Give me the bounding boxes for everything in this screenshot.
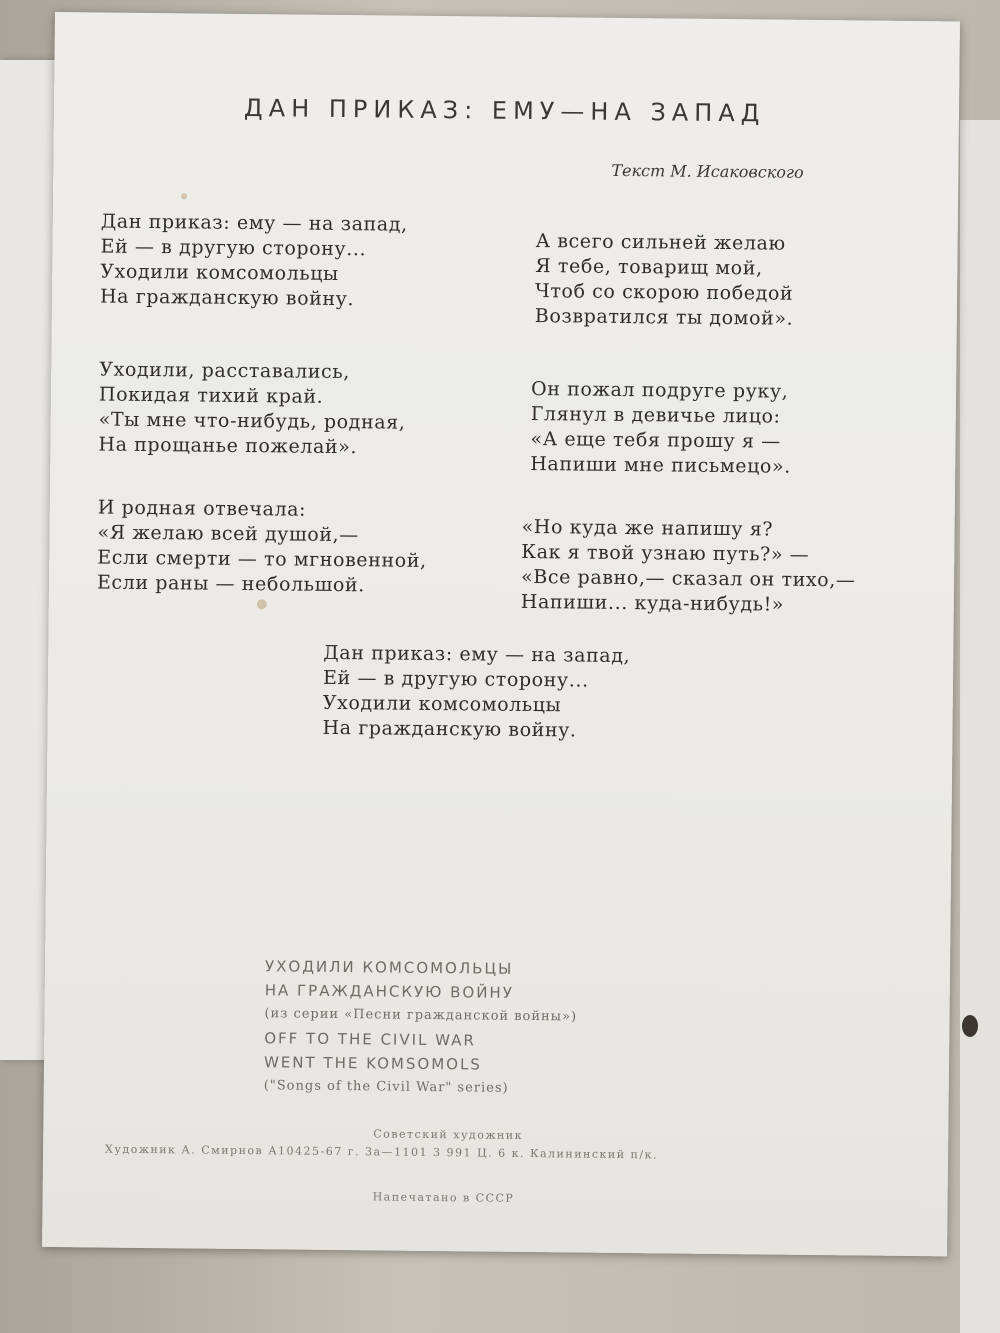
verse-line: Если раны — небольшой. (96, 571, 365, 597)
verse-line: Дан приказ: ему — на запад, (323, 641, 631, 668)
background-sheet (960, 120, 1000, 1333)
verse-line: «Все равно,— сказал он тихо,— (520, 565, 856, 592)
verse-line: Я тебе, товарищ мой, (535, 255, 763, 280)
paper-stain (181, 193, 187, 199)
caption-ru-title-2: НА ГРАЖДАНСКУЮ ВОЙНУ (264, 981, 515, 1002)
printed-in: Напечатано в СССР (372, 1190, 515, 1205)
song-title: ДАН ПРИКАЗ: ЕМУ—НА ЗАПАД (243, 93, 766, 128)
publisher-name: Советский художник (373, 1127, 524, 1142)
stanza-left-3 (97, 495, 427, 598)
verse-line: Уходили комсомольцы (322, 691, 562, 717)
verse-line: Напиши... куда-нибудь!» (520, 590, 785, 616)
refrain-stanza (322, 641, 630, 744)
verse-line: На прощанье пожелай». (98, 433, 358, 459)
verse-line: Покидая тихий край. (98, 383, 324, 408)
verse-line: «Ты мне что-нибудь, родная, (98, 408, 406, 434)
lyrics-author: Текст М. Исаковского (611, 160, 804, 182)
verse-line: «Я желаю всей душой,— (97, 521, 359, 547)
hole-mark (962, 1015, 978, 1037)
stanza-right-3 (521, 515, 856, 618)
verse-line: Глянул в девичье лицо: (530, 403, 781, 428)
verse-line: Уходили комсомольцы (100, 260, 339, 285)
verse-line: «Но куда же напишу я? (521, 515, 774, 541)
verse-line: Чтоб со скорою победой (534, 280, 794, 305)
verse-line: А всего сильней желаю (535, 230, 786, 255)
verse-line: И родная отвечала: (97, 496, 307, 521)
verse-line: Ей — в другую сторону... (100, 235, 367, 261)
caption-en-title-2: WENT THE KOMSOMOLS (263, 1053, 482, 1074)
stanza-right-2 (530, 377, 792, 480)
verse-line: Как я твой узнаю путь?» — (521, 540, 810, 566)
verse-line: Он пожал подруге руку, (530, 378, 789, 403)
verse-line: Дан приказ: ему — на запад, (100, 210, 408, 236)
verse-line: Уходили, расставались, (99, 358, 351, 384)
stanza-right-1 (535, 229, 794, 332)
verse-line: Ей — в другую сторону... (322, 666, 589, 692)
verse-line: Возвратился ты домой». (534, 305, 794, 330)
verse-line: «А еще тебя прошу я — (530, 428, 781, 453)
postcard-back (42, 12, 960, 1256)
verse-line: Если смерти — то мгновенной, (97, 546, 427, 572)
print-credits: Художник А. Смирнов А10425-67 г. 3а—1101 3 991 Ц. 6 к. Калининский п/к. (105, 1142, 659, 1162)
caption-ru-series: (из серии «Песни гражданской войны») (264, 1006, 578, 1025)
stanza-left-1 (100, 209, 408, 312)
stanza-left-2 (98, 357, 406, 460)
caption-en-series: ("Songs of the Civil War" series) (263, 1078, 509, 1096)
caption-ru-title-1: УХОДИЛИ КОМСОМОЛЬЦЫ (264, 957, 514, 978)
verse-line: На гражданскую войну. (322, 716, 577, 742)
paper-stain (257, 599, 267, 609)
caption-en-title-1: OFF TO THE CIVIL WAR (264, 1029, 477, 1050)
verse-line: На гражданскую войну. (99, 285, 355, 311)
postcard-captions (264, 954, 578, 1101)
verse-line: Напиши мне письмецо». (530, 453, 791, 478)
